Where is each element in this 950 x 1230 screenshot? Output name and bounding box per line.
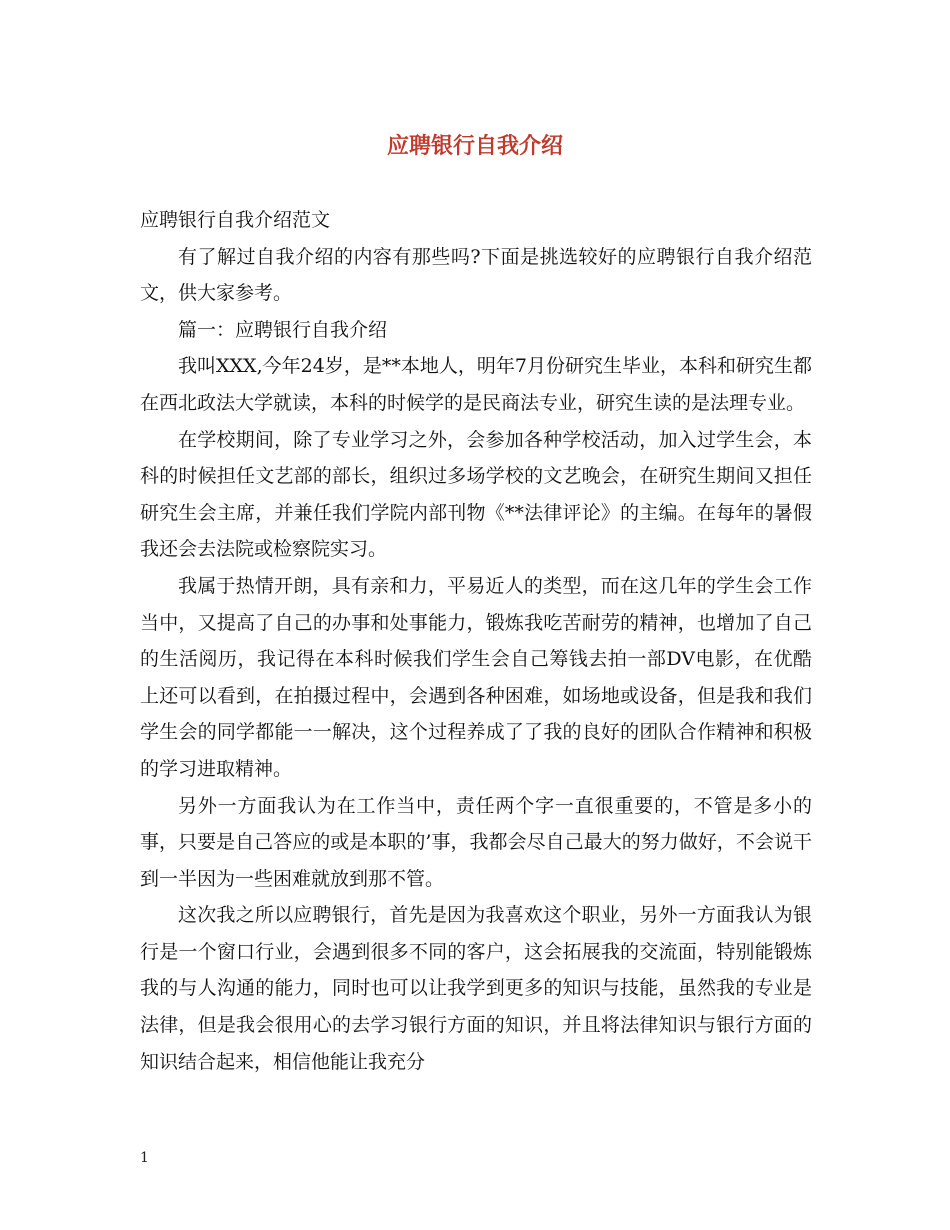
document-title: 应聘银行自我介绍 (386, 133, 563, 159)
section-heading: 篇一：应聘银行自我介绍 (178, 318, 388, 341)
body-paragraph: 这次我之所以应聘银行，首先是因为我喜欢这个职业，另外一方面我认为银行是一个窗口行业，会遇到很多不同的客户，这会拓展我的交流面，特别能锻炼我的与人沟通的能力，同时也可以让我学到更多的知识与技能，虽然我的专业是法律，但是我会很用心的去学习银行方面的知识，并且将法律知识与银行方面的知识结合起来，相信他能让我充分 (140, 904, 812, 1073)
subtitle-line: 应聘银行自我介绍范文 (140, 209, 331, 231)
document-body (140, 202, 812, 1080)
body-paragraph: 另外一方面我认为在工作当中，责任两个字一直很重要的，不管是多小的事，只要是自己答应的或是本职的’事，我都会尽自己最大的努力做好，不会说干到一半因为一些困难就放到那不管。 (140, 794, 812, 890)
body-paragraph: 我属于热情开朗，具有亲和力，平易近人的类型，而在这几年的学生会工作当中，又提高了自己的办事和处事能力，锻炼我吃苦耐劳的精神，也增加了自己的生活阅历，我记得在本科时候我们学生会自己筹钱去拍一部DV电影，在优酷上还可以看到，在拍摄过程中，会遇到各种困难，如场地或设备，但是我和我们学生会的同学都能一一解决，这个过程养成了了我的良好的团队合作精神和积极的学习进取精神。 (140, 574, 812, 780)
body-paragraph: 在学校期间，除了专业学习之外，会参加各种学校活动，加入过学生会，本科的时候担任文艺部的部长，组织过多场学校的文艺晚会，在研究生期间又担任研究生会主席，并兼任我们学院内部刊物《**法律评论》的主编。在每年的暑假我还会去法院或检察院实习。 (140, 428, 812, 561)
page-number: 1 (140, 1150, 149, 1166)
body-paragraph: 我叫XXX,今年24岁，是**本地人，明年7月份研究生毕业，本科和研究生都在西北政法大学就读，本科的时候学的是民商法专业，研究生读的是法理专业。 (140, 355, 812, 414)
intro-paragraph: 有了解过自我介绍的内容有那些吗?下面是挑选较好的应聘银行自我介绍范文，供大家参考。 (140, 245, 812, 305)
